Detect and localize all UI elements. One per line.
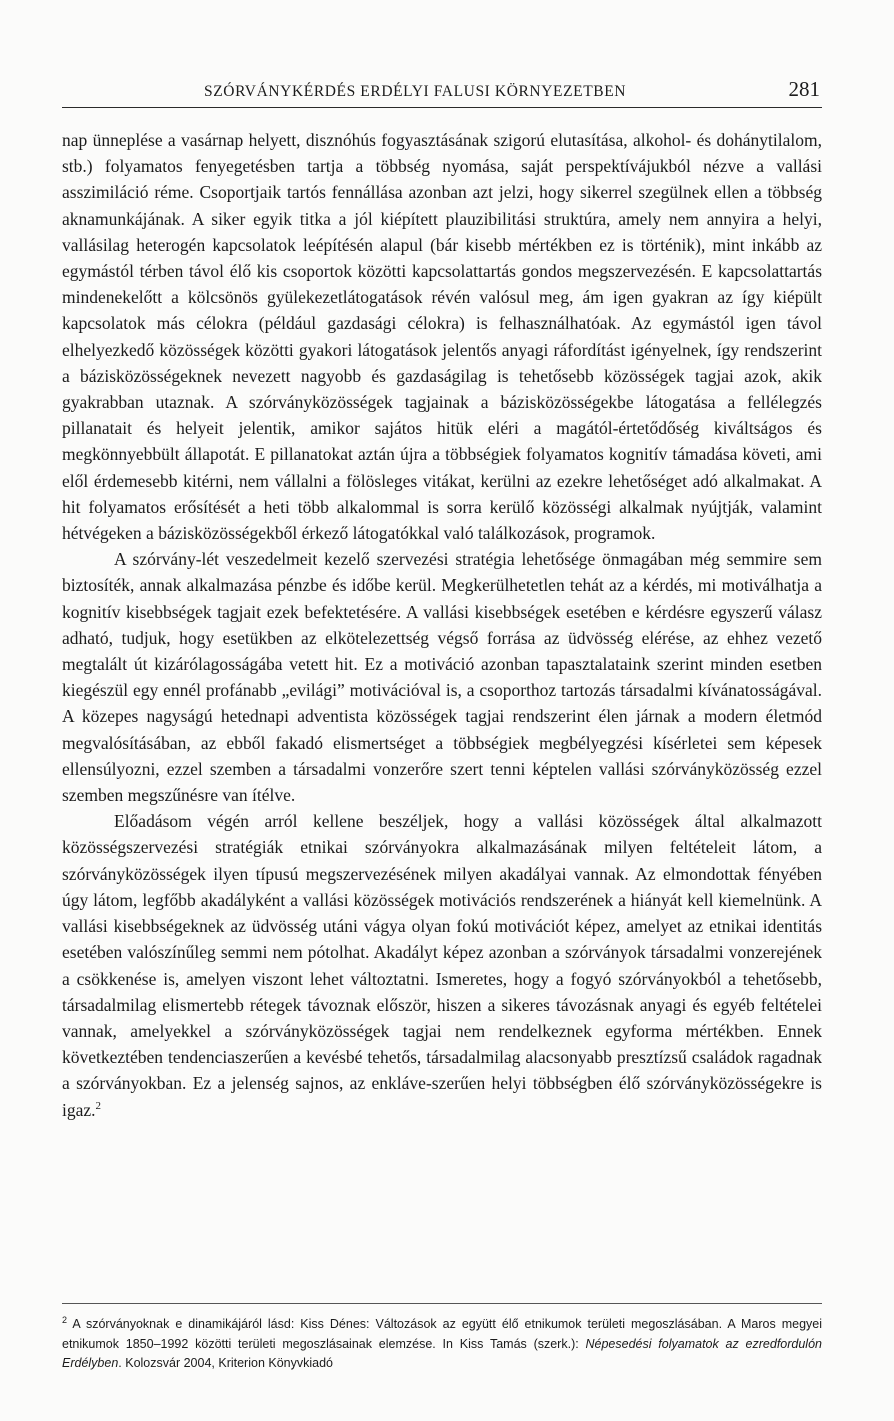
paragraph-3-text: Előadásom végén arról kellene beszéljek, hogy a vallási közösségek által alkalmazott közösségszervezési stratégiák etnikai szórványokra alkalmazásának milyen feltételeit látom, a szórványközösségek ilyen típusú megszervezésének milyen akadályai vannak. Az elmondottak fényében úgy látom, legfőbb akadályként a vallási közösségek motivációs rendszerének a hiányát kell kiemelnünk. A vallási kisebbségeknek az üdvösség utáni vágya olyan fokú motivációt képez, amelyet az etnikai identitás esetében valószínűleg semmi nem pótolhat. Akadályt képez azonban a szórványok társadalmi vonzerejének a csökkenése is, amelyen viszont lehet változtatni. Ismeretes, hogy a fogyó szórványokból a tehetősebb, társadalmilag elismertebb rétegek távoznak először, hiszen a sikeres távozásnak anyagi és egyéb feltételei vannak, amelyekkel a szórványközösségek tagjai nem rendelkeznek egyforma mértékben. Ennek következtében tendenciaszerűen a kevésbé tehetős, társadalmilag alacsonyabb presztízsű családok ragadnak a szórványokban. Ez a jelenség sajnos, az enkláve-szerűen helyi többségben élő szórványközösségekre is igaz. xyxy=(62,811,822,1120)
running-head: SZÓRVÁNYKÉRDÉS ERDÉLYI FALUSI KÖRNYEZETBEN xyxy=(204,83,627,100)
footnote-text-end: . Kolozsvár 2004, Kriterion Könyvkiadó xyxy=(118,1356,333,1370)
paragraph-1: nap ünneplése a vasárnap helyett, disznóhús fogyasztásának szigorú elutasítása, alkohol- és dohánytilalom, stb.) folyamatos fenyegetésben tartja a többség nyomása, saját perspektívájukból nézve a vallási asszimiláció réme. Csoportjaik tartós fennállása azonban azt jelzi, hogy sikerrel szegülnek ellen a többség aknamunkájának. A siker egyik titka a jól kiépített plauzibilitási struktúra, amely nem annyira a helyi, vallásilag heterogén kapcsolatok leépítésén alapul (bár kisebb mértékben ez is történik), mint inkább az egymástól térben távol élő kis csoportok közötti kapcsolattartás gondos megszervezésén. E kapcsolattartás mindenekelőtt a kölcsönös gyülekezetlátogatások révén valósul meg, ám igen gyakran az így kiépült kapcsolatok más célokra (például gazdasági célokra) is felhasználhatóak. Az egymástól igen távol elhelyezkedő közösségek közötti gyakori látogatások jelentős anyagi ráfordítást igényelnek, így rendszerint a bázisközösségeknek nevezett nagyobb és gazdaságilag is tehetősebb közösségek tagjai azok, akik gyakrabban utaznak. A szórványközösségek tagjainak a bázisközösségekbe látogatása a fellélegzés pillanatait és helyeit jelentik, amikor sajátos hitük eléri a magától-értetődőség kiváltságos és megkönnyebbült állapotát. E pillanatokat aztán újra a többségiek folyamatos kognitív támadása követi, ami elől érdemesebb kitérni, nem vállalni a fölösleges vitákat, kerülni az ezekre lehetőséget adó alkalmakat. A hit folyamatos erősítését a heti több alkalommal is sorra kerülő közösségi alkalmak nyújtják, valamint hétvégeken a bázisközösségekből érkező látogatókkal való találkozások, programok. xyxy=(62,130,822,544)
footnote-reference[interactable]: 2 xyxy=(95,1099,102,1112)
paragraph-2: A szórvány-lét veszedelmeit kezelő szervezési stratégia lehetősége önmagában még semmire sem biztosíték, annak alkalmazása pénzbe és időbe kerül. Megkerülhetetlen tehát az a kérdés, mi motiválhatja a kognitív kisebbségek tagjait ezek befektetésére. A vallási kisebbségek esetében e kérdésre egyszerű válasz adható, tudjuk, hogy esetükben az elkötelezettség végső forrása az üdvösség elérése, az ehhez vezető megtalált út kizárólagosságába vetett hit. Ez a motiváció azonban tapasztalataink szerint minden esetben kiegészül egy ennél profánabb „evilági” motivációval is, a csoporthoz tartozás társadalmi kívánatosságával. A közepes nagyságú hetednapi adventista közösségek tagjai rendszerint élen járnak a modern életmód megvalósításában, az ebből fakadó elismertséget a többségiek megbélyegzési kísérletei sem képesek ellensúlyozni, ezzel szemben a társadalmi vonzerőre szert tenni képtelen vallási szórványközösség ezzel szemben megszűnésre van ítélve. xyxy=(62,549,822,806)
footnote-number: 2 xyxy=(62,1314,68,1325)
footnote-text-start: A szórványoknak e dinamikájáról lásd: Kiss Dénes: Változások az együtt élő etnikumok területi megoszlásában. A Maros megyei etnikumok 1850–1992 közötti területi megoszlásainak elemzése. In Kiss Tamás (szerk.): xyxy=(62,1317,822,1351)
footnote-book-title: Népesedési folyamatok az ezredfordulón Erdélyben xyxy=(62,1336,822,1370)
paragraph-3 xyxy=(62,808,822,1122)
page-number: 281 xyxy=(788,77,820,101)
body-text xyxy=(62,127,822,1123)
footnote xyxy=(62,1315,822,1374)
footnote-divider xyxy=(62,1303,822,1304)
page-header xyxy=(62,77,822,108)
